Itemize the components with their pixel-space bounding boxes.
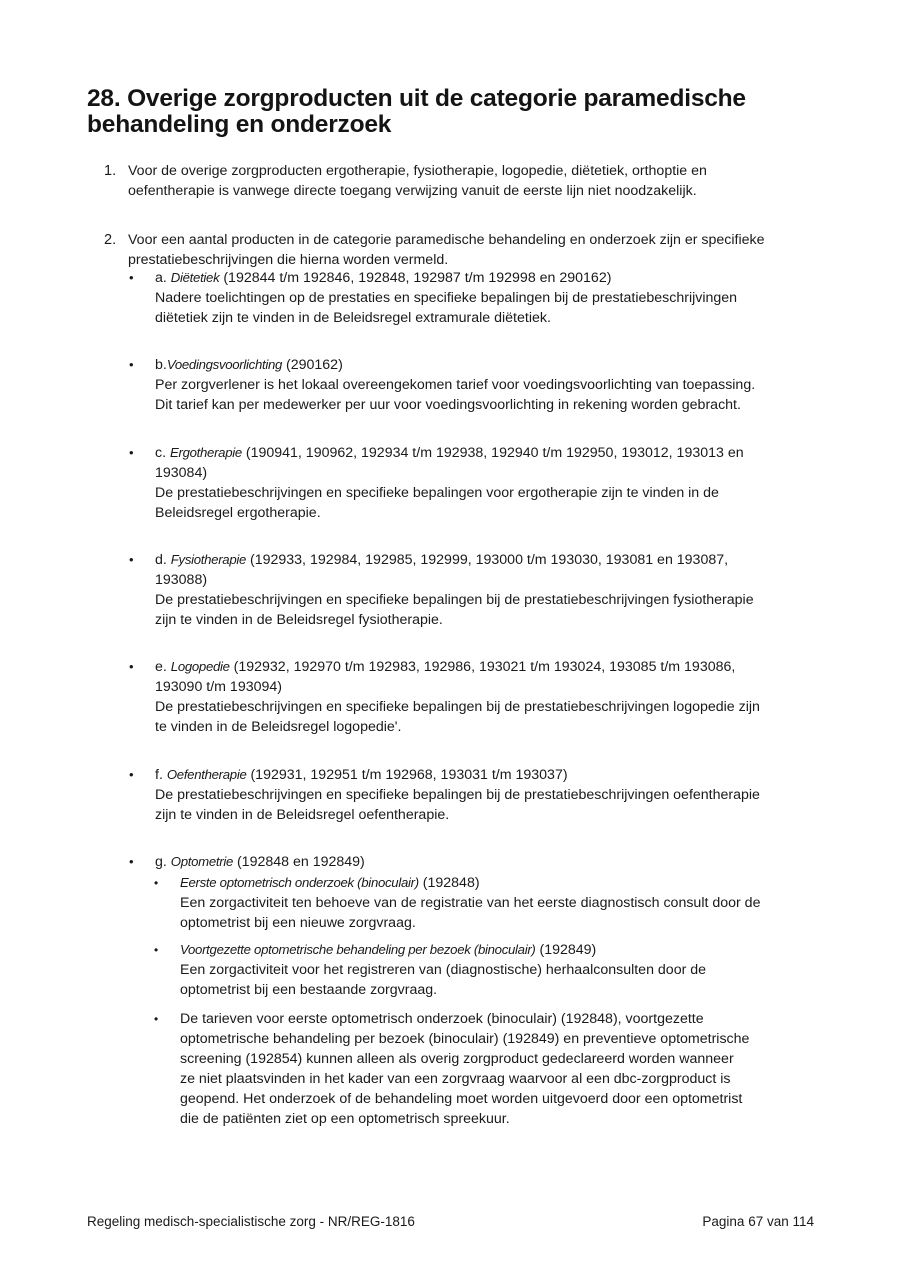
list-item-fysiotherapie: d. Fysiotherapie (192933, 192984, 192985, 192999, 193000 t/m 193030, 193081 en 193087, 193088) De prestatiebeschrijvingen en specifieke bepalingen bij de prestatiebeschrijvingen fysiotherapie zijn te vinden in de Beleidsregel fysiotherapie.: [155, 552, 754, 628]
item-number: 1.: [104, 163, 117, 179]
sub-bullet-marker: •: [154, 1012, 159, 1026]
sub-item-eerste-onderzoek: Eerste optometrisch onderzoek (binoculair) (192848) Een zorgactiviteit ten behoeve van de registratie van het eerste diagnostisch consult door de optometrist bij een nieuwe zorgvraag.: [180, 875, 761, 931]
item-paragraph: Voor een aantal producten in de categorie paramedische behandeling en onderzoek zijn er specifieke prestatiebeschrijvingen die hierna worden vermeld.: [128, 232, 765, 268]
bullet-marker: •: [129, 854, 134, 869]
bullet-marker: •: [129, 659, 134, 674]
bullet-marker: •: [129, 552, 134, 567]
title-line-2: behandeling en onderzoek: [87, 111, 392, 138]
footer-page-number: Pagina 67 van 114: [702, 1214, 814, 1229]
sub-item-voortgezette-behandeling: Voortgezette optometrische behandeling per bezoek (binoculair) (192849) Een zorgactiviteit voor het registreren van (diagnostische) herhaalconsulten door de optometrist bij een bestaande zorgvraag.: [180, 942, 707, 998]
title-line-1: 28. Overige zorgproducten uit de categorie paramedische: [87, 85, 746, 112]
sub-bullet-marker: •: [154, 876, 159, 890]
page-title: [87, 86, 807, 138]
list-item-dietetiek: a. Diëtetiek (192844 t/m 192846, 192848, 192987 t/m 192998 en 290162) Nadere toelichtingen op de prestaties en specifieke bepalingen bij de prestatiebeschrijvingen diëtetiek zijn te vinden in de Beleidsregel extramurale diëtetiek.: [155, 270, 738, 326]
list-item-ergotherapie: c. Ergotherapie (190941, 190962, 192934 t/m 192938, 192940 t/m 192950, 193012, 193013 en 193084) De prestatiebeschrijvingen en specifieke bepalingen voor ergotherapie zijn te vinden in de Beleidsregel ergotherapie.: [155, 445, 744, 521]
list-item-logopedie: e. Logopedie (192932, 192970 t/m 192983, 192986, 193021 t/m 193024, 193085 t/m 193086, 193090 t/m 193094) De prestatiebeschrijvingen en specifieke bepalingen bij de prestatiebeschrijvingen logopedie zijn te vinden in de Beleidsregel logopedie'.: [155, 659, 760, 735]
bullet-marker: •: [129, 445, 134, 460]
list-item-optometrie: g. Optometrie (192848 en 192849): [155, 854, 365, 870]
bullet-marker: •: [129, 357, 134, 372]
list-item-voedingsvoorlichting: b.Voedingsvoorlichting (290162) Per zorgverlener is het lokaal overeengekomen tarief voor voedingsvoorlichting van toepassing. Dit tarief kan per medewerker per uur voor voedingsvoorlichting in rekening worden gebracht.: [155, 357, 756, 413]
bullet-marker: •: [129, 270, 134, 285]
item-paragraph: Voor de overige zorgproducten ergotherapie, fysiotherapie, logopedie, diëtetiek, orthoptie en oefentherapie is vanwege directe toegang verwijzing vanuit de eerste lijn niet noodzakelijk.: [128, 163, 707, 199]
list-item-oefentherapie: f. Oefentherapie (192931, 192951 t/m 192968, 193031 t/m 193037) De prestatiebeschrijvingen en specifieke bepalingen bij de prestatiebeschrijvingen oefentherapie zijn te vinden in de Beleidsregel oefentherapie.: [155, 767, 760, 823]
sub-bullet-marker: •: [154, 943, 159, 957]
sub-item-tarieven: De tarieven voor eerste optometrisch onderzoek (binoculair) (192848), voortgezette optometrische behandeling per bezoek (binoculair) (192849) en preventieve optometrische screening (192854) kunnen alleen als overig zorgproduct gedeclareerd worden wanneer ze niet plaatsvinden in het kader van een zorgvraag waarvoor al een dbc-zorgproduct is geopend. Het onderzoek of de behandeling moet worden uitgevoerd door een optometrist die de patiënten ziet op een optometrisch spreekuur.: [180, 1011, 750, 1127]
footer-document-title: Regeling medisch-specialistische zorg - NR/REG-1816: [87, 1214, 415, 1229]
item-number: 2.: [104, 232, 117, 248]
bullet-marker: •: [129, 767, 134, 782]
